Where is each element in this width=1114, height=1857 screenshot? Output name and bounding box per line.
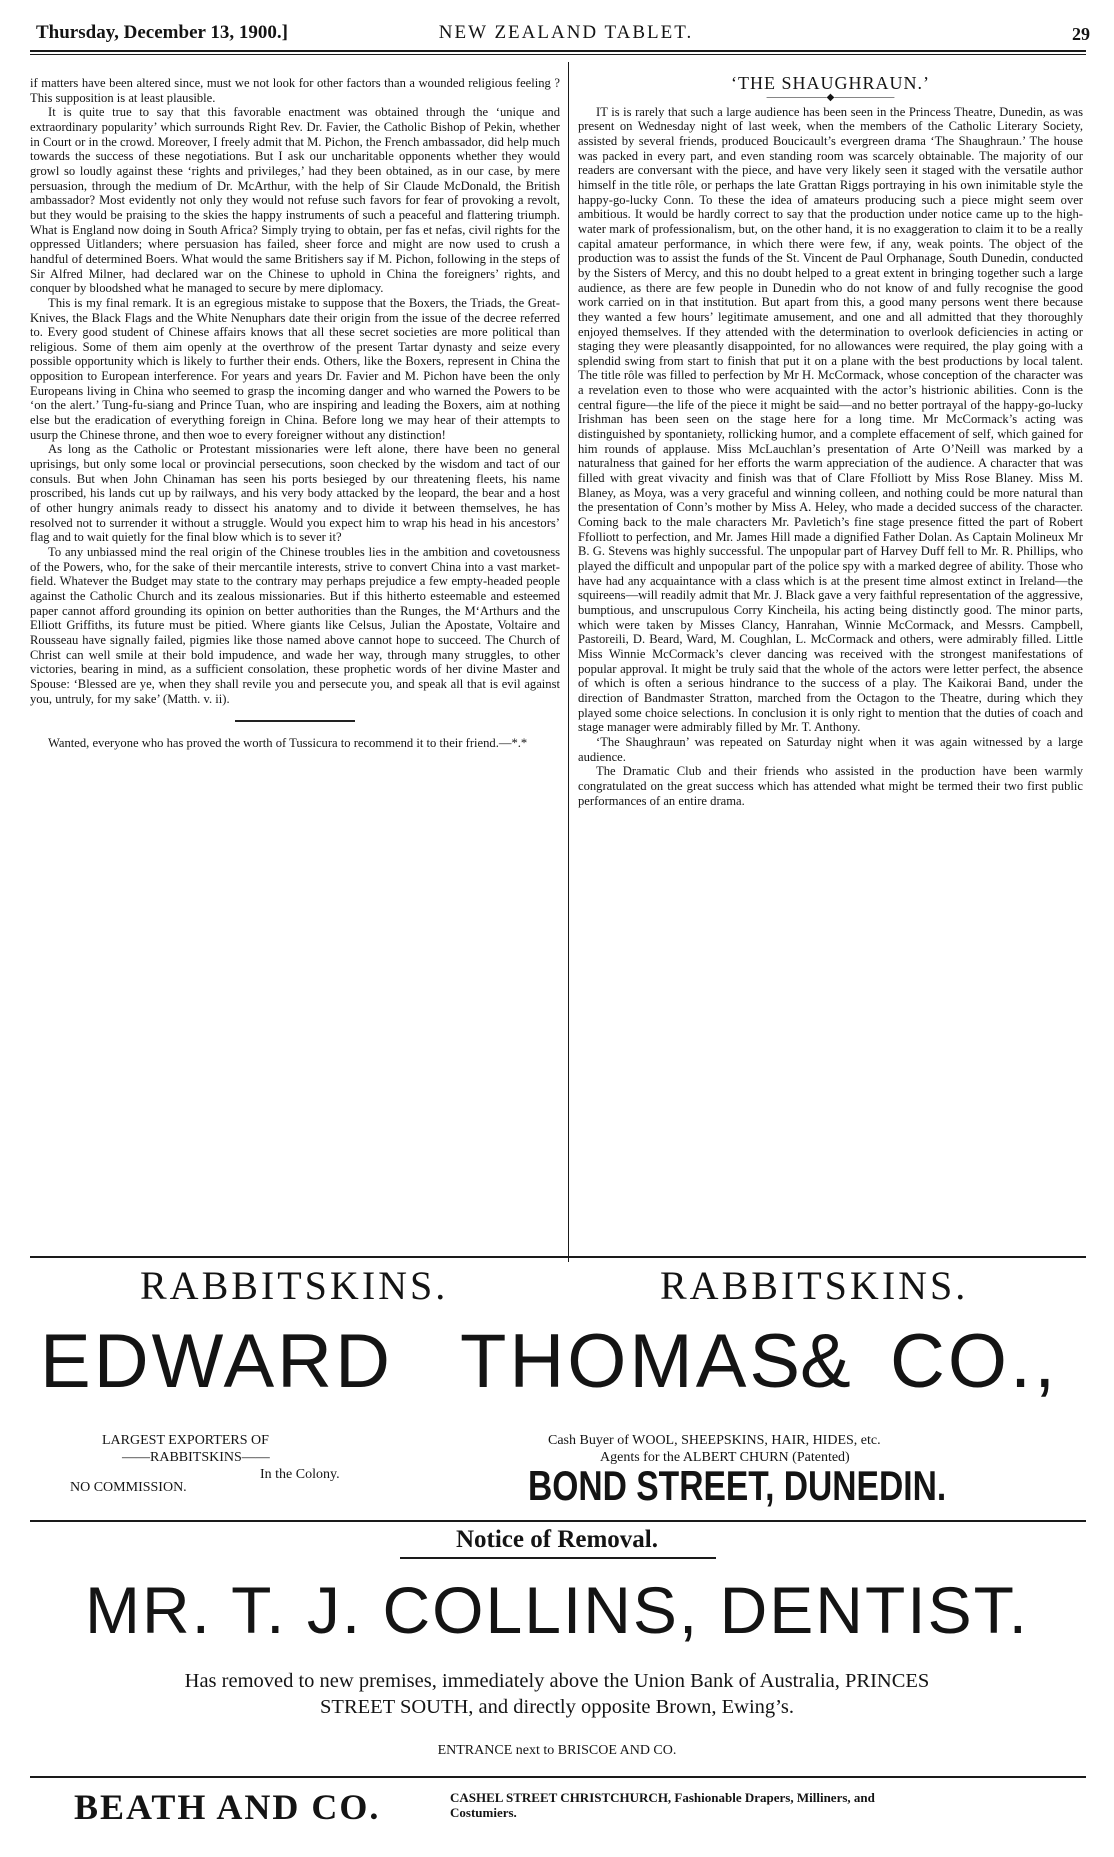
name-edward: EDWARD bbox=[40, 1319, 393, 1404]
ornament-rule: ——————◆—————— bbox=[766, 91, 895, 103]
name-ampersand: & bbox=[800, 1319, 854, 1404]
page-header bbox=[36, 22, 1096, 52]
article-paragraph: It is quite true to say that this favorable enactment was obtained through the ‘unique and extraordinary popularity’ which surrounds Right Rev. Dr. Favier, the Catholic Bishop of Pekin, whether in Court or in the crowd. Moreover, I freely admit that M. Pichon, the French ambassador, did help much towards the success of these negotiations. But I ask our uncharitable opponents whether they would growl so loudly against these ‘rights and privileges,’ had they been obtained, as in our case, by mere persuasion, through the medium of Dr. McArthur, with the help of Sir Claude McDonald, the British ambassador? Most evidently not only they would not refuse such favors for fear of provoking a revolt, but they would be praising to the skies the happy instruments of such a peaceful and flattering triumph. What is England now doing in South Africa? Simply trying to obtain, per fas et nefas, civil rights for the oppressed Uitlanders; where persuasion has failed, sheer force and might are now used to crush a handful of determined Boers. What would the same Britishers say if M. Pichon, following in the steps of Sir Alfred Milner, had declared war on the Chinese to uphold in China the foreigners’ rights, and conquer by bloodshed what he managed to secure by mere diplomacy. bbox=[30, 105, 560, 296]
rabbitskins-word-left: RABBITSKINS. bbox=[140, 1263, 449, 1308]
right-column bbox=[578, 73, 1083, 808]
masthead-title: NEW ZEALAND TABLET. bbox=[438, 22, 694, 43]
article-paragraph: ‘The Shaughraun’ was repeated on Saturday night when it was again witnessed by a large audience. bbox=[578, 734, 1083, 764]
no-commission: NO COMMISSION. bbox=[70, 1480, 187, 1495]
article-paragraph: This is my final remark. It is an egregious mistake to suppose that the Boxers, the Triads, the Great-Knives, the Black Flags and the White Nenuphars date their origin from the issue of the decree referred to. Every good student of Chinese affairs knows that all these secret societies are more political than religious. Some of them aim openly at the overthrow of the present Tartar dynasty and seize every possible opportunity which is likely to further their ends. Others, like the Boxers, represent in China the opposition to European interference. For years and years Dr. Favier and M. Pichon have been the only Europeans living in China who seemed to grasp the incoming danger and who warned the Powers to be ‘on the alert.’ Tung-fu-siang and Prince Tuan, who are inspiring and leading the Boxers, aim at nothing else but the eradication of everything foreign in China. Before long we may hear of their attempts to usurp the Chinese throne, and then woe to every foreigner without any distinction! bbox=[30, 295, 560, 442]
ads-rule bbox=[30, 1256, 1086, 1258]
section-separator bbox=[235, 720, 355, 722]
article-paragraph: As long as the Catholic or Protestant missionaries were left alone, there have been no general uprisings, but only some local or provincial persecutions, soon checked by the wisdom and tact of our consuls. But when John Chinaman has seen his ports besieged by our threatening fleets, his name proscribed, his lands cut up by railways, and his very body attacked by the leopard, the bear and a host of other hungry animals ready to dissect his anatomy and to divide it between themselves, he has resolved not to surrender it without a struggle. Would you expect him to wrap his head in his ancestors’ flag and to wait quietly for the final blow which is to sever it? bbox=[30, 442, 560, 545]
header-rule bbox=[30, 50, 1086, 52]
entrance-note: ENTRANCE next to BRISCOE AND CO. bbox=[437, 1743, 677, 1758]
name-co: CO., bbox=[890, 1319, 1059, 1404]
beath-address bbox=[450, 1790, 875, 1820]
tussicura-notice: Wanted, everyone who has proved the worth of Tussicura to recommend it to their friend.—*.* bbox=[48, 736, 528, 751]
header-rule-thin bbox=[30, 54, 1086, 55]
article-paragraph: The Dramatic Club and their friends who assisted in the production have been warmly congratulated on the great success which has attended what might be termed their two first public performances of an entire drama. bbox=[578, 764, 1083, 808]
colony-line: In the Colony. bbox=[260, 1467, 340, 1482]
issue-date: Thursday, December 13, 1900.] bbox=[36, 22, 288, 43]
article-paragraph: if matters have been altered since, must we not look for other factors than a wounded religious feeling ? This supposition is at least plausible. bbox=[30, 76, 560, 105]
dentist-name: MR. T. J. COLLINS, DENTIST. bbox=[85, 1573, 1029, 1647]
left-column bbox=[30, 76, 560, 751]
beath-address-line-1: CASHEL STREET CHRISTCHURCH, Fashionable Drapers, Milliners, and bbox=[450, 1790, 875, 1805]
removal-line-2: STREET SOUTH, and directly opposite Brown, Ewing’s. bbox=[320, 1696, 794, 1718]
removal-text bbox=[30, 1668, 1084, 1720]
ad-rule-bottom bbox=[30, 1776, 1086, 1778]
article-paragraph: IT is is rarely that such a large audience has been seen in the Princess Theatre, Dunedin, as was present on Wednesday night of last week, when the members of the Catholic Literary Society, assisted by several friends, produced Boucicault’s evergreen drama ‘The Shaughraun.’ The house was packed in every part, and even standing room was scarcely obtainable. The majority of our readers are conversant with the piece, and have very likely seen it staged with the versatile author himself in the title rôle, or perhaps the late Grattan Riggs portraying in his own inimitable style the happy-go-lucky Conn. To these the idea of amateurs producing such a piece might seem over ambitious. It would be hardly correct to say that the production under notice came up to the high-water mark of professionalism, but, on the other hand, it is no exaggeration to claim it to be a really capital amateur performance, in which there were few, if any, weak points. The object of the production was to assist the funds of the St. Vincent de Paul Orphanage, South Dunedin, conducted by the Sisters of Mercy, and this no doubt helped to a great extent in bringing together such a large audience, as there are few people in Dunedin who do not know of and fully recognise the good work carried on in that institution. But apart from this, a good many persons went there because they wanted a few hours’ legitimate amusement, and one and all admitted that they thoroughly enjoyed themselves. If they attended with the determination to overlook deficiencies in acting or staging they were pleasantly disappointed, for no allowances were required, the play going with a splendid swing from start to finish that put it on a plane with the best productions by local talent. The title rôle was filled to perfection by Mr H. McCormack, whose conception of the character was a revelation even to those who were acquainted with the actor’s histrionic abilities. Conn is the central figure—the life of the piece it might be said—and no better portrayal of the happy-go-lucky Irishman has been seen on the stage here for a long time. Mr McCormack’s acting was distinguished by spontaniety, rollicking humor, and a complete effacement of self, which gained for him rounds of applause. Miss McLauchlan’s presentation of Arte O’Neill was marked by a naturalness that gained for her efforts the warm appreciation of the audience. A character that was filled with great vivacity and finish was that of Clare Ffolliott by Miss Rose Blaney. Miss M. Blaney, as Moya, was a very graceful and winning colleen, and nothing could be more natural than the presentation of Conn’s mother by Miss A. Heley, who made a decided success of the character. Coming back to the male characters Mr. Pavletich’s fine stage presence fitted the part of Robert Ffolliott to perfection, and Mr. James Hill made a dignified Father Dolan. As Captain Molineux Mr B. G. Stevens was highly successful. The unpopular part of Harvey Duff fell to Mr. R. Phillips, who played the difficult and unpopular part of the police spy with a marked degree of ability. Those who have had any acquaintance with a class which is at the present time almost extinct in Ireland—the squireens—will readily admit that Mr. J. Black gave a very faithful representation of the aggressive, bumptious, and unscrupulous Corry Kincheila, his acting being distinctly good. The minor parts, which were taken by Misses Clancy, Hanrahan, Winnie McCormack, and Messrs. Campbell, Pastoreili, D. Beard, Ward, M. Coughlan, L. McCormack and others, were admirably filled. Little Miss Winnie McCormack’s clever dancing was received with the strongest manifestations of popular approval. It might be truly said that the whole of the actors were letter perfect, the absence of which is often a serious hindrance to the success of a play. The Kaikorai Band, under the direction of Bandmaster Stratton, marched from the Octagon to the Theatre, during which they played some choice selections. In conclusion it is only right to mention that the duties of coach and stage manager were admirably filled by Mr. T. Anthony. bbox=[578, 104, 1083, 735]
bond-street-address: BOND STREET, DUNEDIN. bbox=[528, 1462, 947, 1509]
agents-line: Agents for the ALBERT CHURN (Patented) bbox=[600, 1450, 850, 1465]
ad-rule bbox=[30, 1520, 1086, 1522]
edward-left-details bbox=[70, 1432, 400, 1496]
rabbitskins-word-right: RABBITSKINS. bbox=[660, 1263, 969, 1308]
edward-thomas-name bbox=[30, 1318, 1084, 1418]
notice-underline bbox=[400, 1557, 716, 1559]
edward-right-details bbox=[548, 1432, 1068, 1466]
rabbitskins-line: ——RABBITSKINS—— bbox=[122, 1450, 270, 1465]
beath-name: BEATH AND CO. bbox=[74, 1787, 381, 1827]
cash-buyer-line: Cash Buyer of WOOL, SHEEPSKINS, HAIR, HIDES, etc. bbox=[548, 1433, 881, 1448]
rabbitskins-banner bbox=[30, 1262, 1084, 1312]
column-divider bbox=[568, 62, 569, 1262]
page-number: 29 bbox=[1072, 24, 1090, 44]
article-heading: ‘THE SHAUGHRAUN.’ bbox=[731, 73, 930, 93]
notice-heading: Notice of Removal. bbox=[455, 1526, 658, 1553]
beath-address-line-2: Costumiers. bbox=[450, 1805, 517, 1820]
article-paragraph: To any unbiassed mind the real origin of the Chinese troubles lies in the ambition and covetousness of the Powers, who, for the sake of their mercantile interests, strive to convert China into a vast market-field. Whatever the Budget may state to the contrary may perhaps prejudice a few empty-headed people against the Catholic Church and its zealous missionaries. But if this hitherto esteemable and esteemed paper cannot afford grounding its opinion on better authorities than the Runges, the M‘Arthurs and the Elliott Griffiths, its future must be pitied. Where giants like Celsus, Julian the Apostate, Voltaire and Rousseau have signally failed, pigmies like those named above cannot hope to succeed. The Church of Christ can well smile at their bold impudence, and wade her way, through many struggles, to other victories, bearing in mind, as a sufficient consolation, these prophetic words of her divine Master and Spouse: ‘Blessed are ye, when they shall revile you and persecute you, and speak all that is evil against you, untruly, for my sake’ (Matth. v. ii). bbox=[30, 545, 560, 706]
removal-line-1: Has removed to new premises, immediately above the Union Bank of Australia, PRINCES bbox=[184, 1670, 930, 1692]
beath-ad bbox=[30, 1786, 1084, 1836]
name-thomas: THOMAS bbox=[460, 1319, 804, 1404]
exporters-line: LARGEST EXPORTERS OF bbox=[102, 1433, 269, 1448]
